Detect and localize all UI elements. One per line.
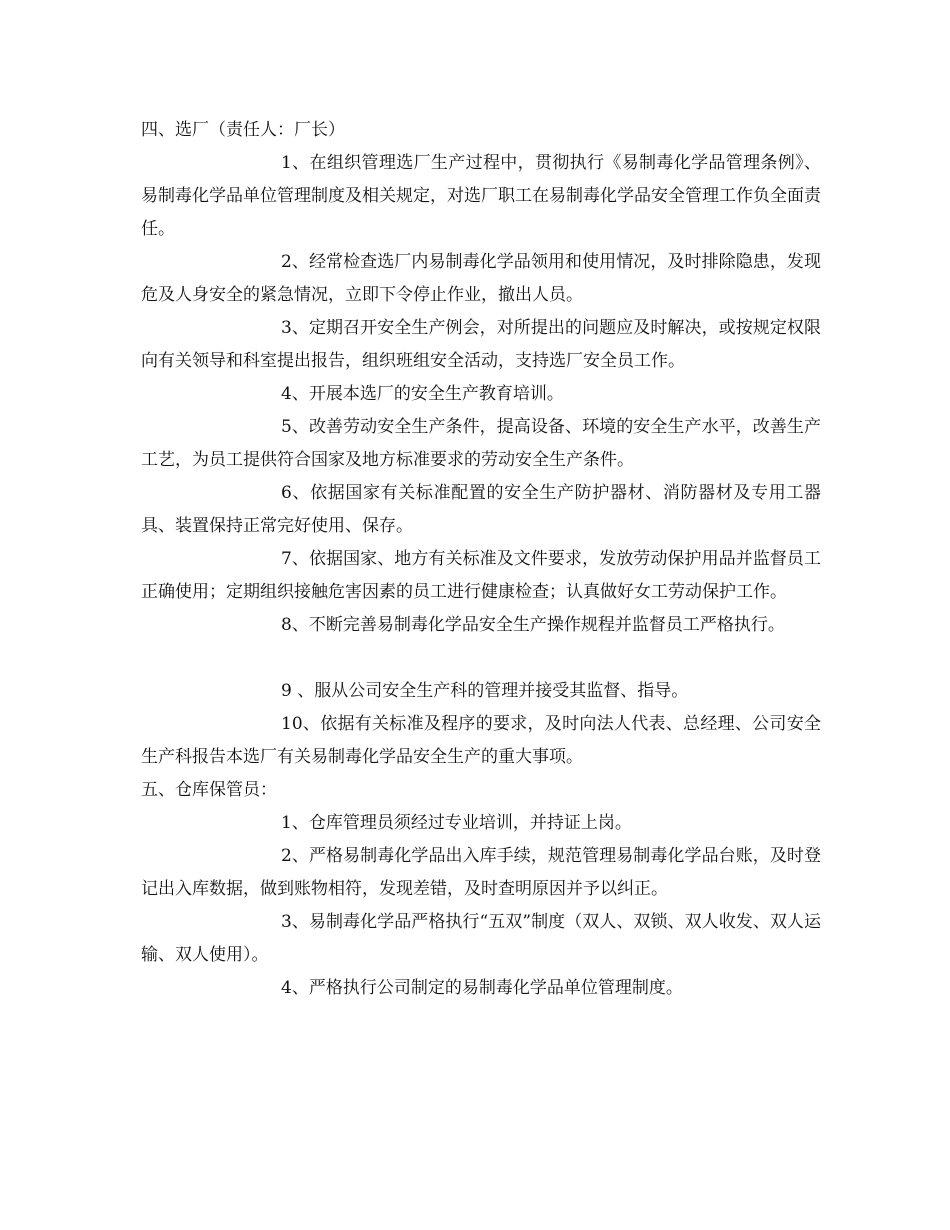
section-4-item-7: 7、依据国家、地方有关标准及文件要求，发放劳动保护用品并监督员工正确使用；定期组织接触危害因素的员工进行健康检查；认真做好女工劳动保护工作。	[141, 549, 821, 602]
section-5-item-2: 2、严格易制毒化学品出入库手续，规范管理易制毒化学品台账，及时登记出入库数据，做到账物相符，发现差错，及时查明原因并予以纠正。	[141, 846, 821, 899]
section-4-item-5: 5、改善劳动安全生产条件，提高设备、环境的安全生产水平，改善生产工艺，为员工提供符合国家及地方标准要求的劳动安全生产条件。	[141, 417, 821, 470]
section-5-item-4: 4、严格执行公司制定的易制毒化学品单位管理制度。	[281, 978, 683, 998]
section-5-heading: 五、仓库保管员：	[141, 780, 277, 800]
section-4-item-2: 2、经常检查选厂内易制毒化学品领用和使用情况，及时排除隐患，发现危及人身安全的紧急情况，立即下令停止作业，撤出人员。	[141, 252, 821, 305]
section-4-item-4: 4、开展本选厂的安全生产教育培训。	[281, 384, 564, 404]
document-page	[141, 114, 821, 1005]
blank-line	[141, 642, 821, 675]
section-4-item-9: 9 、服从公司安全生产科的管理并接受其监督、指导。	[281, 681, 689, 701]
section-5-item-1: 1、仓库管理员须经过专业培训，并持证上岗。	[281, 813, 632, 833]
section-4-item-6: 6、依据国家有关标准配置的安全生产防护器材、消防器材及专用工器具、装置保持正常完好使用、保存。	[141, 483, 821, 536]
section-5-item-3: 3、易制毒化学品严格执行“五双”制度（双人、双锁、双人收发、双人运输、双人使用）。	[141, 912, 821, 965]
section-4-item-8: 8、不断完善易制毒化学品安全生产操作规程并监督员工严格执行。	[281, 615, 785, 635]
section-4-heading: 四、选厂（责任人：厂长）	[141, 120, 345, 140]
section-4-item-1: 1、在组织管理选厂生产过程中，贯彻执行《易制毒化学品管理条例》、易制毒化学品单位管理制度及相关规定，对选厂职工在易制毒化学品安全管理工作负全面责任。	[141, 153, 821, 239]
section-4-item-3: 3、定期召开安全生产例会，对所提出的问题应及时解决，或按规定权限向有关领导和科室提出报告，组织班组安全活动，支持选厂安全员工作。	[141, 318, 821, 371]
section-4-item-10: 10、依据有关标准及程序的要求，及时向法人代表、总经理、公司安全生产科报告本选厂有关易制毒化学品安全生产的重大事项。	[141, 714, 821, 767]
